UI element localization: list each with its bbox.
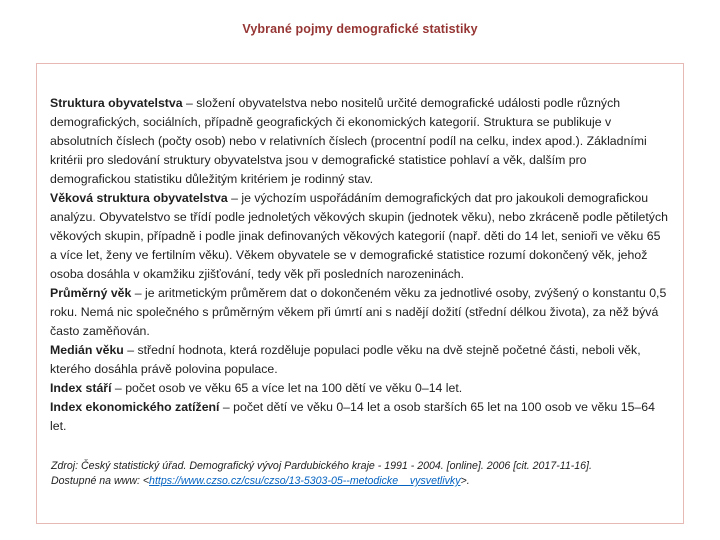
source-line1: Zdroj: Český statistický úřad. Demografický vývoj Pardubického kraje - 1991 - 2004. [online]. 2006 [cit. 2017-11-16].: [51, 460, 592, 472]
definition-text: – počet osob ve věku 65 a více let na 100 dětí ve věku 0–14 let.: [111, 381, 463, 395]
source-citation: [51, 459, 663, 489]
definition-paragraph-prumerny-vek: [50, 284, 670, 341]
definition-term: Struktura obyvatelstva: [50, 96, 183, 110]
definition-text: – počet dětí ve věku 0–14 let a osob starších 65 let na 100 osob ve věku 15–64 let.: [50, 400, 655, 433]
definition-text: – složení obyvatelstva nebo nositelů určité demografické události podle různých demografických, sociálních, případně geografických či ekonomických kategorií. Struktura se publikuje v absolutních číslech (počty osob) nebo v relativních číslech (procentní podíl na celku, index apod.). Základními kritérii pro sledování struktury obyvatelstva jsou v demografické statistice pohlaví a věk, dalším pro demografickou statistiku důležitým kritériem je rodinný stav.: [50, 96, 647, 186]
definition-term: Průměrný věk: [50, 286, 132, 300]
source-link[interactable]: https://www.czso.cz/csu/czso/13-5303-05--metodicke__vysvetlivky: [149, 475, 461, 487]
source-line2-suffix: >.: [460, 475, 470, 487]
definition-paragraph-vekova-struktura: [50, 189, 670, 284]
source-line2-prefix: Dostupné na www: <: [51, 475, 150, 487]
definition-paragraph-index-stari: [50, 379, 670, 398]
definition-paragraph-index-ekonomickeho-zatizeni: [50, 398, 670, 436]
content-box: [36, 63, 684, 524]
definition-term: Index stáří: [50, 381, 112, 395]
definition-paragraph-median-veku: [50, 341, 670, 379]
definition-term: Věková struktura obyvatelstva: [50, 191, 228, 205]
definition-term: Medián věku: [50, 343, 124, 357]
slide-title: Vybrané pojmy demografické statistiky: [242, 22, 478, 36]
definition-text: – střední hodnota, která rozděluje populaci podle věku na dvě stejně početné části, neboli věk, kterého dosáhla právě polovina populace.: [50, 343, 641, 376]
definition-text: – je aritmetickým průměrem dat o dokončeném věku za jednotlivé osoby, zvýšený o konstantu 0,5 roku. Nemá nic společného s průměrným věkem při úmrtí ani s nadějí dožití (střední délkou života), za něž bývá často zaměňován.: [50, 286, 667, 338]
definition-text: – je výchozím uspořádáním demografických dat pro jakoukoli demografickou analýzu. Obyvatelstvo se třídí podle jednoletých věkových skupin (jednotek věku), nebo zkráceně podle pětiletých věkových skupin, případně i podle jinak definovaných věkových kategorií (např. děti do 14 let, senioři ve věku 65 a více let, ženy ve fertilním věku). Věkem obyvatele se v demografické statistice rozumí dokončený věk, jehož osoba dosáhla v okamžiku zjišťování, tedy věk při posledních narozeninách.: [50, 191, 668, 281]
definition-term: Index ekonomického zatížení: [50, 400, 220, 414]
definition-paragraph-struktura: [50, 94, 670, 189]
